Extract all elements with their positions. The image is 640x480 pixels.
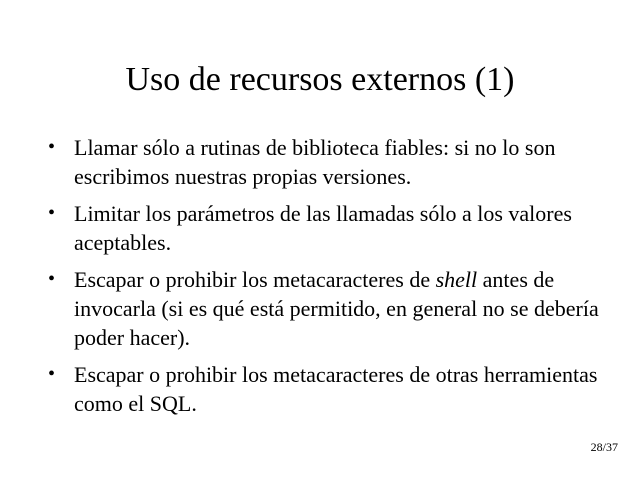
- bullet-text-part: Escapar o prohibir los metacaracteres de otras herramientas como el SQL.: [74, 362, 598, 416]
- bullet-dot-icon: •: [48, 202, 56, 224]
- bullet-text: [74, 135, 555, 189]
- bullet-text: [74, 362, 597, 416]
- page-number: 28/37: [590, 440, 618, 454]
- bullet-text-part: antes de invocarla (si es qué está permitido, en general no se debería poder hacer).: [74, 267, 599, 350]
- bullet-text-italic: shell: [435, 267, 478, 292]
- bullet-item: [48, 199, 608, 257]
- bullet-dot-icon: •: [48, 268, 56, 290]
- bullet-text: [74, 267, 599, 350]
- bullet-text: [74, 201, 572, 255]
- bullet-item: [48, 265, 608, 352]
- bullet-text-part: Escapar o prohibir los metacaracteres de: [74, 267, 436, 292]
- bullet-item: [48, 360, 608, 418]
- bullet-text-part: Llamar sólo a rutinas de biblioteca fiables: si no lo son escribimos nuestras propias versiones.: [74, 135, 556, 189]
- bullet-list: [48, 133, 608, 426]
- bullet-item: [48, 133, 608, 191]
- bullet-dot-icon: •: [48, 136, 56, 158]
- bullet-dot-icon: •: [48, 363, 56, 385]
- slide-title: Uso de recursos externos (1): [125, 61, 515, 98]
- bullet-text-part: Limitar los parámetros de las llamadas sólo a los valores aceptables.: [74, 201, 572, 255]
